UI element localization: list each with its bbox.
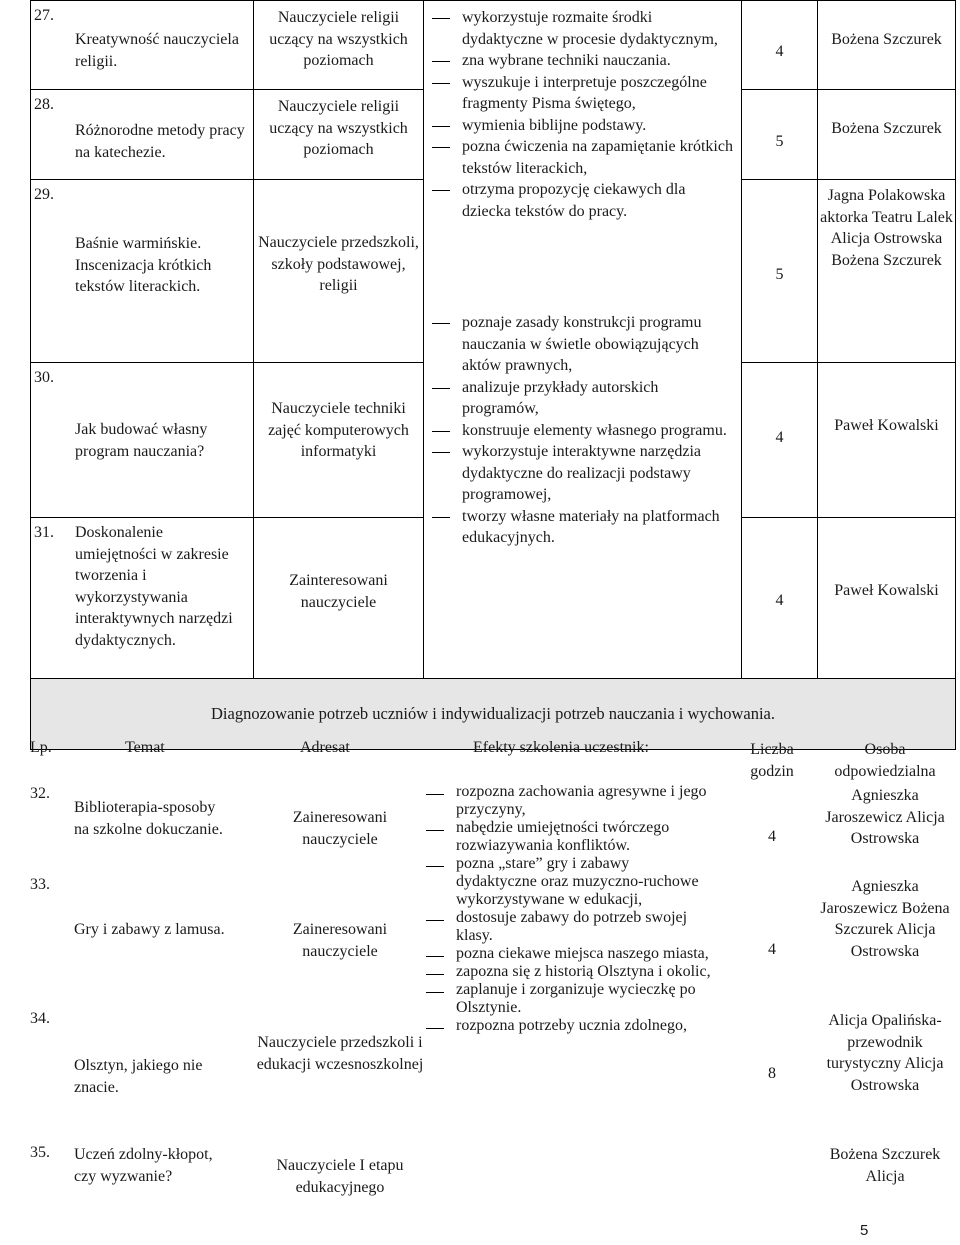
header-hours: Liczba godzin <box>750 741 794 780</box>
row-addressee: Nauczyciele przedszkoli i edukacji wczesnoszkolnej <box>256 1034 424 1073</box>
effect-item: nabędzie umiejętności twórczego rozwiazywania konfliktów. <box>422 819 712 855</box>
header-topic: Temat <box>125 739 165 756</box>
row-hours: 5 <box>742 180 818 363</box>
row-addressee: Nauczyciele religii uczący na wszystkich poziomach <box>254 1 424 90</box>
effect-item: zna wybrane techniki nauczania. <box>428 50 737 72</box>
row-number: 30. <box>34 369 54 386</box>
row-number: 33. <box>30 876 50 893</box>
effect-item: zapozna się z historią Olsztyna i okolic, <box>422 963 712 981</box>
effect-item: pozna ćwiczenia na zapamiętanie krótkich tekstów literackich, <box>428 136 737 179</box>
header-effects: Efekty szkolenia uczestnik: <box>473 739 649 756</box>
row-person: Jagna Polakowska aktorka Teatru Lalek Alicja Ostrowska Bożena Szczurek <box>818 180 956 363</box>
header-person: Osoba odpowiedzialna <box>834 741 936 780</box>
effect-item: wykorzystuje interaktywne narzędzia dydaktyczne do realizacji podstawy programowej, <box>428 441 737 506</box>
row-addressee: Nauczyciele religii uczący na wszystkich poziomach <box>254 90 424 180</box>
row-person: Paweł Kowalski <box>818 518 956 679</box>
effect-item: wymienia biblijne podstawy. <box>428 115 737 137</box>
effect-item: analizuje przykłady autorskich programów, <box>428 377 737 420</box>
row-topic: Doskonalenie umiejętności w zakresie tworzenia i wykorzystywania interaktywnych narzędzi dydaktycznych. <box>75 524 233 649</box>
row-topic: Olsztyn, jakiego nie znacie. <box>74 1057 203 1096</box>
effects-cell <box>424 1 742 679</box>
row-topic: Różnorodne metody pracy na katechezie. <box>75 122 245 161</box>
training-table-top <box>30 0 956 750</box>
row-topic: Kreatywność nauczyciela religii. <box>75 31 239 70</box>
row-number: 29. <box>34 186 54 203</box>
row-hours: 5 <box>742 90 818 180</box>
row-number: 35. <box>30 1144 50 1161</box>
row-addressee: Zaineresowani nauczyciele <box>292 921 388 960</box>
effect-item: pozna ciekawe miejsca naszego miasta, <box>422 945 712 963</box>
effects-list-bottom <box>422 783 712 1035</box>
row-addressee: Nauczyciele I etapu edukacyjnego <box>276 1157 404 1196</box>
row-hours: 8 <box>768 1065 776 1082</box>
row-number: 31. <box>34 524 54 541</box>
row-topic-cell <box>31 1 254 90</box>
effect-item: rozpozna zachowania agresywne i jego przyczyny, <box>422 783 712 819</box>
row-hours: 4 <box>768 828 776 845</box>
header-lp: Lp. <box>30 739 52 756</box>
effect-item: konstruuje elementy własnego programu. <box>428 420 737 442</box>
row-number: 27. <box>34 7 54 24</box>
row-number: 28. <box>34 96 54 113</box>
row-hours: 4 <box>742 1 818 90</box>
row-hours: 4 <box>742 518 818 679</box>
row-person: Bożena Szczurek Alicja <box>829 1146 941 1185</box>
row-person: Bożena Szczurek <box>818 1 956 90</box>
row-topic: Baśnie warmińskie. Inscenizacja krótkich tekstów literackich. <box>75 235 212 295</box>
row-person: Bożena Szczurek <box>818 90 956 180</box>
effect-item: wyszukuje i interpretuje poszczególne fragmenty Pisma świętego, <box>428 72 737 115</box>
row-topic: Biblioterapia-sposoby na szkolne dokuczanie. <box>74 799 223 838</box>
table-row <box>31 1 956 90</box>
effect-item: poznaje zasady konstrukcji programu nauczania w świetle obowiązujących aktów prawnych, <box>428 312 737 377</box>
row-addressee: Nauczyciele techniki zajęć komputerowych informatyki <box>254 363 424 518</box>
effect-item: rozpozna potrzeby ucznia zdolnego, <box>422 1017 712 1035</box>
row-person: Paweł Kowalski <box>818 363 956 518</box>
effects-list-top <box>428 7 737 549</box>
training-table-bottom <box>30 737 955 1207</box>
row-topic: Jak budować własny program nauczania? <box>75 421 208 460</box>
effect-item: zaplanuje i zorganizuje wycieczkę po Olsztynie. <box>422 981 712 1017</box>
effect-item: dostosuje zabawy do potrzeb swojej klasy. <box>422 909 712 945</box>
row-person: Agnieszka Jaroszewicz Alicja Ostrowska <box>825 787 945 847</box>
effect-item: tworzy własne materiały na platformach edukacyjnych. <box>428 506 737 549</box>
row-hours: 4 <box>742 363 818 518</box>
effects-cell <box>422 783 712 1035</box>
row-addressee: Zaineresowani nauczyciele <box>292 809 388 848</box>
effect-item: pozna „stare” gry i zabawy dydaktyczne oraz muzyczno-ruchowe wykorzystywane w edukacji, <box>422 855 712 909</box>
row-topic-cell <box>31 180 254 363</box>
row-topic-cell <box>31 90 254 180</box>
row-number: 34. <box>30 1010 50 1027</box>
header-addressee: Adresat <box>300 739 350 756</box>
row-addressee: Nauczyciele przedszkoli, szkoły podstawowej, religii <box>254 180 424 363</box>
effect-item: otrzyma propozycję ciekawych dla dziecka tekstów do pracy. <box>428 179 737 222</box>
effect-item: wykorzystuje rozmaite środki dydaktyczne w procesie dydaktycznym, <box>428 7 737 50</box>
row-addressee: Zainteresowani nauczyciele <box>254 518 424 679</box>
row-topic: Gry i zabawy z lamusa. <box>74 921 225 938</box>
row-person: Agnieszka Jaroszewicz Bożena Szczurek Alicja Ostrowska <box>820 878 950 960</box>
page-number: 5 <box>860 1222 869 1239</box>
row-person: Alicja Opalińska-przewodnik turystyczny Alicja Ostrowska <box>826 1012 944 1094</box>
row-topic-cell <box>31 518 254 679</box>
row-hours: 4 <box>768 941 776 958</box>
row-topic-cell <box>31 363 254 518</box>
row-topic: Uczeń zdolny-kłopot, czy wyzwanie? <box>74 1146 213 1185</box>
row-number: 32. <box>30 785 50 802</box>
section-title: Diagnozowanie potrzeb uczniów i indywidualizacji potrzeb nauczania i wychowania. <box>31 679 956 750</box>
